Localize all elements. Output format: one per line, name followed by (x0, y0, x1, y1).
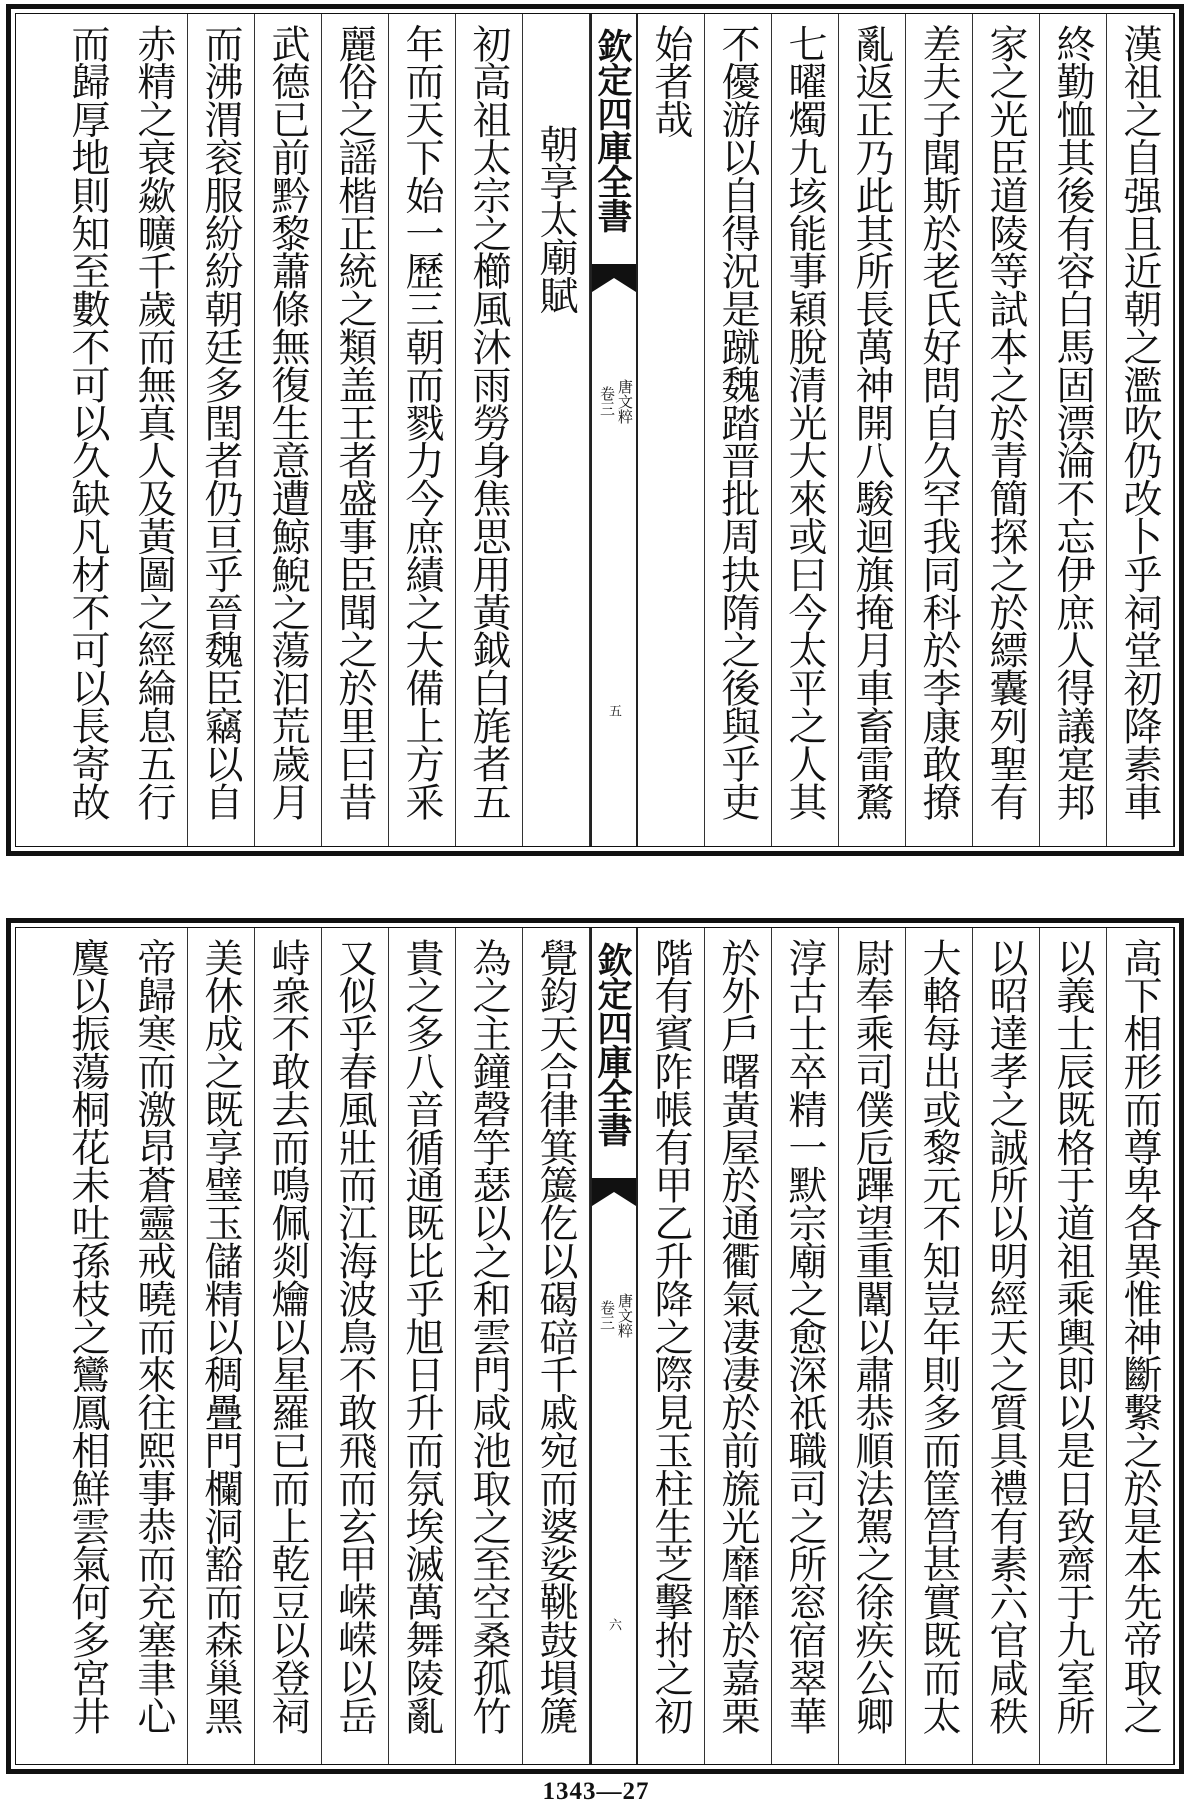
column-text: 淳古士卒精一默宗廟之愈深祇職司之所窓宿翠華 (782, 938, 827, 1734)
bottom-page-columns (16, 928, 1174, 1764)
text-column (638, 14, 705, 846)
text-column (705, 928, 772, 1764)
text-column (906, 14, 973, 846)
column-text: 峙衆不敢去而鳴佩剡爚以星羅已而上乾豆以登祠 (265, 938, 310, 1734)
column-text: 美休成之既享璧玉儲精以稠疊門欄洞豁而森巢黑 (198, 938, 243, 1734)
text-column (389, 14, 456, 846)
spine-volume: 卷三 (598, 386, 616, 416)
spine-book-name: 唐文粹 (616, 1293, 634, 1338)
spine-title: 欽定四庫全書 (592, 942, 633, 1146)
column-text: 以昭達孝之誠所以明經天之質具禮有素六官咸秩 (983, 938, 1028, 1734)
column-text: 於外戶曙黃屋於通衢氣凄凄於前旒光靡靡於嘉栗 (715, 938, 760, 1734)
text-column (705, 14, 772, 846)
column-text: 終勤恤其後有容白馬固漂淪不忘伊庶人得議寔邦 (1050, 24, 1095, 820)
bottom-page-panel (6, 918, 1184, 1774)
text-column (389, 928, 456, 1764)
column-text: 高下相形而尊卑各異惟神斷繫之於是本先帝取之 (1117, 938, 1162, 1734)
column-text: 大輅每出或黎元不知豈年則多而筐筥甚實既而太 (916, 938, 961, 1734)
text-column (839, 14, 906, 846)
text-column (1040, 928, 1107, 1764)
text-column (322, 928, 389, 1764)
column-text: 階有賓阼帳有甲乙升降之際見玉柱生芝擊拊之初 (648, 938, 693, 1734)
column-text: 不優游以自得況是蹴魏踏晋批周抉隋之後與乎吏 (715, 24, 760, 820)
text-column (121, 14, 188, 846)
column-text: 而沸渭衮服紛紛朝廷多閏者仍亘乎晉魏臣竊以自 (198, 24, 243, 820)
column-text: 赤精之衰歘曠千歲而無真人及黃圖之經綸息五行 (131, 24, 176, 820)
column-text: 而歸厚地則知至數不可以久缺凡材不可以長寄故 (65, 24, 110, 820)
column-text: 帝歸寒而激昂蒼靈戒曉而來往熙事恭而充塞聿心 (131, 938, 176, 1734)
text-column (1107, 928, 1174, 1764)
bottom-page-spine (590, 928, 638, 1764)
column-text: 漢祖之自强且近朝之濫吹仍改卜乎祠堂初降素車 (1117, 24, 1162, 820)
section-title: 朝享太廟賦 (533, 124, 578, 314)
column-text: 麌以振蕩桐花未吐孫枝之鸞鳳相鮮雲氣何多宮井 (65, 938, 110, 1734)
text-column (839, 928, 906, 1764)
spine-page-number: 六 (606, 1618, 621, 1631)
text-column (772, 928, 839, 1764)
spine-book-name: 唐文粹 (616, 379, 634, 424)
text-column (255, 14, 322, 846)
text-column (523, 14, 590, 846)
text-column (772, 14, 839, 846)
text-column (121, 928, 188, 1764)
top-page-columns (16, 14, 1174, 846)
text-column (456, 928, 523, 1764)
column-text: 初高祖太宗之櫛風沐雨勞身焦思用黃鉞白旄者五 (466, 24, 511, 820)
fishtail-icon (592, 1178, 636, 1208)
text-column (456, 14, 523, 846)
bottom-page-inner-frame (15, 927, 1175, 1765)
column-text: 為之主鐘磬竽瑟以之和雲門咸池取之至空桑孤竹 (466, 938, 511, 1734)
column-text: 覺鈞天合律箕簴仡以碣碚千戚宛而婆娑鞉鼓塤篪 (533, 938, 578, 1734)
text-column (54, 14, 121, 846)
text-column (322, 14, 389, 846)
text-column (523, 928, 590, 1764)
spine-page-number: 五 (606, 704, 621, 717)
top-page-spine (590, 14, 638, 846)
text-column (255, 928, 322, 1764)
text-column (188, 14, 255, 846)
text-column (188, 928, 255, 1764)
column-text: 七曜燭九垓能事穎脫清光大來或曰今太平之人其 (782, 24, 827, 820)
top-page-panel (6, 4, 1184, 856)
text-column (1040, 14, 1107, 846)
column-text: 年而天下始一歷三朝而戮力今庶績之大備上方釆 (399, 24, 444, 820)
column-text: 亂返正乃此其所長萬神開八駿迴旗掩月車畜雷騖 (849, 24, 894, 820)
fishtail-icon (592, 264, 636, 294)
text-column (54, 928, 121, 1764)
text-column (638, 928, 705, 1764)
page-footer-number: 1343—27 (542, 1778, 650, 1805)
column-text: 尉奉乘司僕卮蹕望重闈以肅恭順法駕之徐疾公卿 (849, 938, 894, 1734)
column-text: 差夫子聞斯於老氏好問自久罕我同科於李康敢撩 (916, 24, 961, 820)
text-column (1107, 14, 1174, 846)
text-column (973, 928, 1040, 1764)
column-text: 貴之多八音循通既比乎旭日升而氛埃滅萬舞陵亂 (399, 938, 444, 1734)
column-text: 家之光臣道陵等試本之於青簡探之於縹囊列聖有 (983, 24, 1028, 820)
text-column (906, 928, 973, 1764)
spine-title: 欽定四庫全書 (592, 28, 633, 232)
top-page-inner-frame (15, 13, 1175, 847)
column-text: 武德已前黔黎蕭條無復生意遭鯨鯢之蕩汩荒歲月 (265, 24, 310, 820)
column-text: 始者哉 (648, 24, 693, 138)
column-text: 又似乎春風壯而江海波鳥不敢飛而玄甲嵘嵘以岳 (332, 938, 377, 1734)
column-text: 以義士辰既格于道祖乘輿即以是日致齋于九室所 (1050, 938, 1095, 1734)
spine-volume: 卷三 (598, 1300, 616, 1330)
text-column (973, 14, 1040, 846)
column-text: 麗俗之謡楷正統之類盖王者盛事臣聞之於里曰昔 (332, 24, 377, 820)
